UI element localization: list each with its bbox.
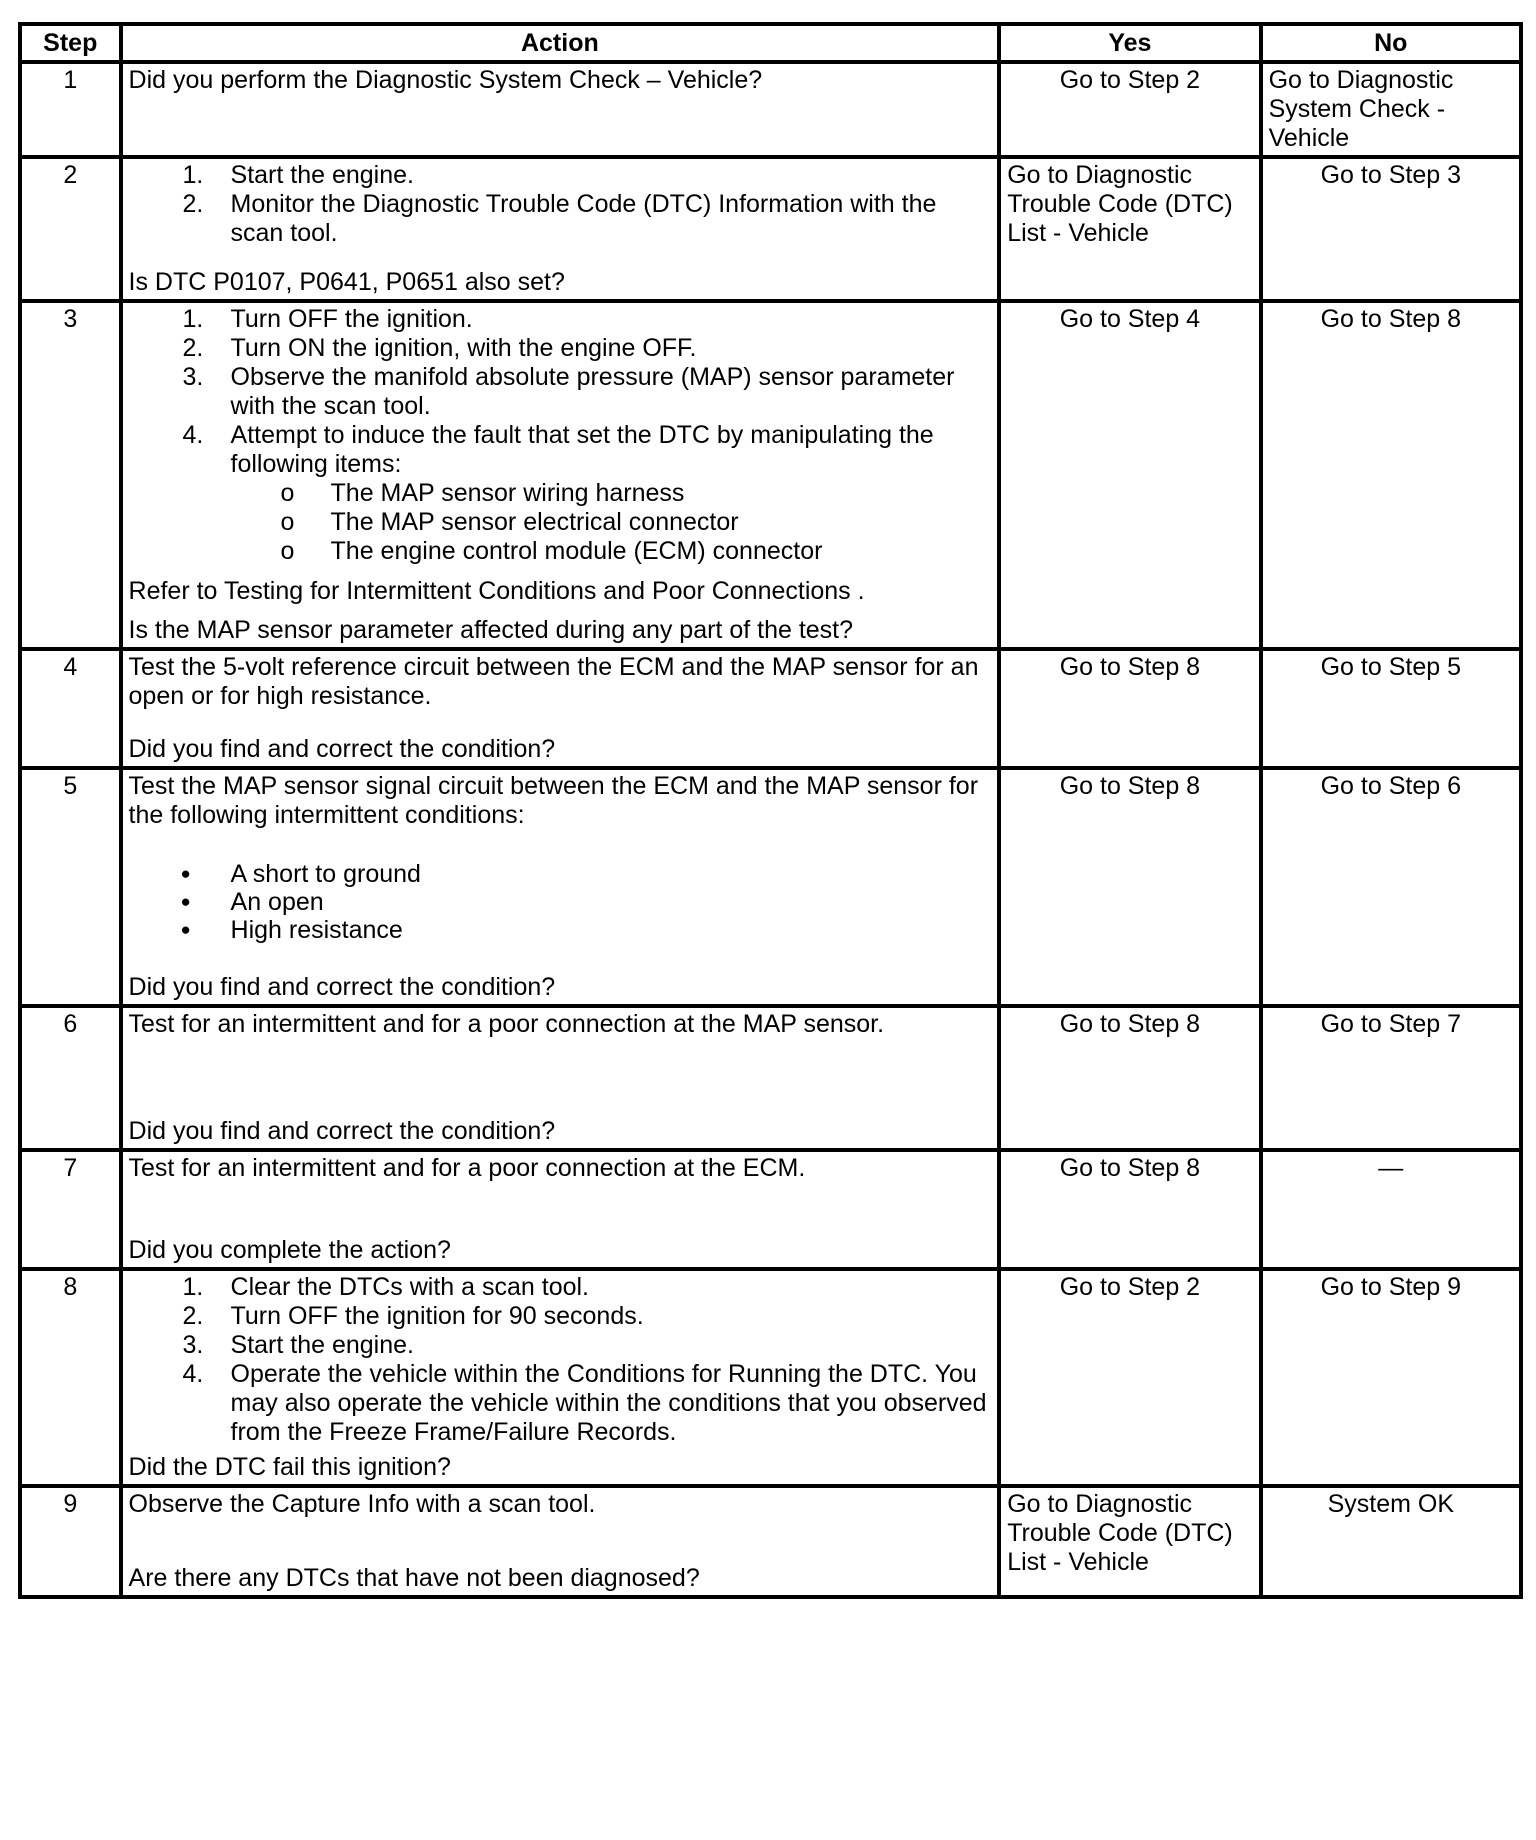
header-yes: Yes <box>999 24 1260 62</box>
question-text: Are there any DTCs that have not been diagnosed? <box>128 1564 700 1592</box>
action-text: Did you perform the Diagnostic System Check – Vehicle? <box>128 66 763 94</box>
sub-item-list <box>231 479 992 566</box>
table-row <box>20 301 1521 649</box>
no-cell: Go to Step 8 <box>1261 301 1521 649</box>
action-cell <box>121 1486 1000 1597</box>
note-text: Refer to Testing for Intermittent Conditions and Poor Connections . <box>128 576 865 605</box>
table-row <box>20 62 1521 157</box>
question-text: Did the DTC fail this ignition? <box>128 1453 451 1481</box>
step-number: 5 <box>20 768 121 1006</box>
instruction-list <box>129 1273 992 1447</box>
table-row <box>20 649 1521 768</box>
sub-item: o The engine control module (ECM) connector <box>281 537 992 566</box>
instruction-item: 1. Clear the DTCs with a scan tool. <box>182 1273 590 1301</box>
table-row <box>20 1150 1521 1269</box>
table-row <box>20 1486 1521 1597</box>
step-number: 2 <box>20 157 121 301</box>
table-row <box>20 1269 1521 1486</box>
question-text: Did you complete the action? <box>128 1236 451 1264</box>
action-cell <box>121 62 1000 157</box>
step-number: 3 <box>20 301 121 649</box>
action-text: Test for an intermittent and for a poor connection at the ECM. <box>128 1154 806 1182</box>
no-cell: Go to Step 3 <box>1261 157 1521 301</box>
step-number: 9 <box>20 1486 121 1597</box>
question-text: Is DTC P0107, P0641, P0651 also set? <box>128 268 565 296</box>
yes-cell: Go to Step 8 <box>999 1006 1260 1150</box>
action-cell <box>121 649 1000 768</box>
question-text: Did you find and correct the condition? <box>128 973 556 1001</box>
action-cell <box>121 301 1000 649</box>
question-text: Is the MAP sensor parameter affected during any part of the test? <box>128 616 854 644</box>
table-row <box>20 768 1521 1006</box>
action-cell <box>121 1150 1000 1269</box>
instruction-item: 1. Turn OFF the ignition. <box>182 305 473 333</box>
no-cell: Go to Step 5 <box>1261 649 1521 768</box>
no-cell: Go to Diagnostic System Check - Vehicle <box>1261 62 1521 157</box>
no-cell: — <box>1261 1150 1521 1269</box>
condition-item: ● A short to ground <box>183 860 992 888</box>
action-cell <box>121 1006 1000 1150</box>
no-cell: Go to Step 9 <box>1261 1269 1521 1486</box>
step-number: 7 <box>20 1150 121 1269</box>
no-cell: System OK <box>1261 1486 1521 1597</box>
step-number: 4 <box>20 649 121 768</box>
instruction-item: 4. Attempt to induce the fault that set the DTC by manipulating the following items: o The MAP sensor wiring harness o The MAP sensor electrical connector o The engine control module (ECM) connector <box>183 421 992 566</box>
header-action: Action <box>121 24 1000 62</box>
instruction-list <box>129 161 992 248</box>
table-row <box>20 157 1521 301</box>
diagnostic-table <box>18 22 1523 1599</box>
instruction-item: 2. Turn OFF the ignition for 90 seconds. <box>182 1302 644 1330</box>
action-cell <box>121 157 1000 301</box>
table-row <box>20 1006 1521 1150</box>
no-cell: Go to Step 7 <box>1261 1006 1521 1150</box>
yes-cell: Go to Diagnostic Trouble Code (DTC) List - Vehicle <box>999 157 1260 301</box>
yes-cell: Go to Step 8 <box>999 649 1260 768</box>
question-text: Did you find and correct the condition? <box>128 1117 556 1145</box>
instruction-item: 2. Turn ON the ignition, with the engine OFF. <box>182 334 697 362</box>
action-cell <box>121 1269 1000 1486</box>
header-step: Step <box>20 24 121 62</box>
action-text: Test the 5-volt reference circuit between the ECM and the MAP sensor for an open or for high resistance. <box>128 653 979 710</box>
header-row <box>20 24 1521 62</box>
action-text: Test the MAP sensor signal circuit between the ECM and the MAP sensor for the following intermittent conditions: <box>128 772 979 829</box>
sub-item: o The MAP sensor wiring harness <box>281 479 992 508</box>
yes-cell: Go to Step 2 <box>999 62 1260 157</box>
instruction-item: 4. Operate the vehicle within the Conditions for Running the DTC. You may also operate the vehicle within the conditions that you observed from the Freeze Frame/Failure Records. <box>182 1360 987 1446</box>
instruction-list <box>129 305 992 566</box>
instruction-item: 2. Monitor the Diagnostic Trouble Code (DTC) Information with the scan tool. <box>182 190 937 247</box>
header-no: No <box>1261 24 1521 62</box>
step-number: 6 <box>20 1006 121 1150</box>
instruction-item: 1. Start the engine. <box>182 161 414 189</box>
condition-item: ● An open <box>183 888 992 916</box>
yes-cell: Go to Step 2 <box>999 1269 1260 1486</box>
question-text: Did you find and correct the condition? <box>128 735 556 763</box>
yes-cell: Go to Step 4 <box>999 301 1260 649</box>
step-number: 1 <box>20 62 121 157</box>
no-cell: Go to Step 6 <box>1261 768 1521 1006</box>
yes-cell: Go to Step 8 <box>999 1150 1260 1269</box>
action-text: Test for an intermittent and for a poor connection at the MAP sensor. <box>128 1010 885 1038</box>
instruction-item: 3. Start the engine. <box>182 1331 414 1359</box>
step-number: 8 <box>20 1269 121 1486</box>
sub-item: o The MAP sensor electrical connector <box>281 508 992 537</box>
condition-list <box>129 860 992 944</box>
yes-cell: Go to Step 8 <box>999 768 1260 1006</box>
condition-item: ● High resistance <box>183 916 992 944</box>
action-text: Observe the Capture Info with a scan tool. <box>128 1490 596 1518</box>
instruction-item: 3. Observe the manifold absolute pressure (MAP) sensor parameter with the scan tool. <box>182 363 955 420</box>
action-cell <box>121 768 1000 1006</box>
yes-cell: Go to Diagnostic Trouble Code (DTC) List - Vehicle <box>999 1486 1260 1597</box>
